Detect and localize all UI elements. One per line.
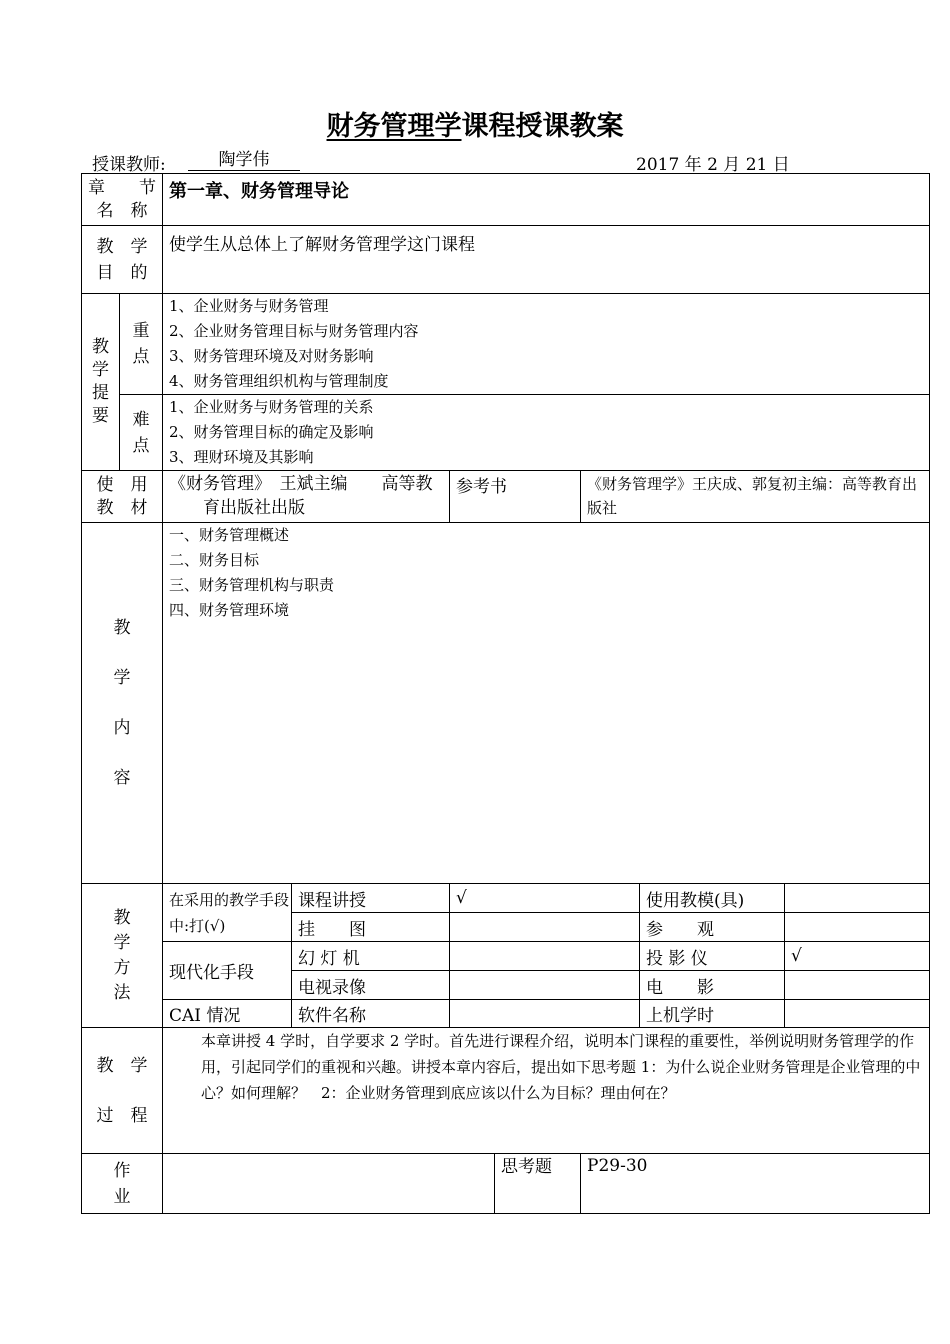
list-item: 1、企业财务与财务管理的关系	[169, 398, 374, 416]
teacher-name: 陶学伟	[188, 150, 300, 171]
list-item: 2、财务管理目标的确定及影响	[169, 423, 374, 441]
materials-row	[82, 471, 930, 523]
key-points-row	[82, 294, 930, 395]
process-label: 教 学 过 程	[82, 1028, 163, 1154]
method-film-mark	[785, 971, 930, 1000]
objective-row	[82, 226, 930, 294]
list-item: 三、财务管理机构与职责	[169, 576, 335, 594]
materials-label: 使 用 教 材	[82, 471, 163, 523]
method-lab-hours-mark	[785, 1000, 930, 1028]
process-text: 本章讲授 4 学时，自学要求 2 学时。首先进行课程介绍，说明本门课程的重要性，举例说明财务管理学的作用，引起同学们的重视和兴趣。讲授本章内容后，提出如下思考题 1：为什么说企业财务管理是企业管理的中心？如何理解？ 2：企业财务管理到底应该以什么为目标？理由何在？	[163, 1028, 930, 1154]
methods-row	[82, 884, 930, 913]
key-points-label: 重 点	[120, 294, 163, 395]
chapter-name: 第一章、财务管理导论	[163, 174, 930, 226]
method-lecture-mark: √	[450, 884, 640, 913]
difficulties-label: 难 点	[120, 395, 163, 471]
teacher-label: 授课教师:	[92, 155, 166, 175]
cai-label: CAI 情况	[163, 1000, 292, 1028]
content-label: 教 学 内 容	[82, 523, 163, 884]
method-charts-mark	[450, 913, 640, 942]
objective-text: 使学生从总体上了解财务管理学这门课程	[163, 226, 930, 294]
lesson-date: 2017 年 2 月 21 日	[636, 155, 790, 175]
method-models-mark	[785, 884, 930, 913]
chapter-label: 章 节 名 称	[82, 174, 163, 226]
modern-methods-label: 现代化手段	[163, 942, 292, 1000]
method-visit-mark	[785, 913, 930, 942]
method-models: 使用教模(具)	[640, 884, 785, 913]
homework-row	[82, 1154, 930, 1214]
process-row	[82, 1028, 930, 1154]
method-software: 软件名称	[292, 1000, 450, 1028]
objective-label: 教 学 目 的	[82, 226, 163, 294]
lesson-plan-table	[81, 173, 930, 1214]
list-item: 3、财务管理环境及对财务影响	[169, 347, 374, 365]
list-item: 一、财务管理概述	[169, 526, 290, 544]
list-item: 四、财务管理环境	[169, 601, 290, 619]
difficulties-list	[163, 395, 930, 471]
method-film: 电 影	[640, 971, 785, 1000]
textbook: 《财务管理》 王斌主编 高等教 育出版社出版	[163, 471, 450, 523]
difficulties-row	[82, 395, 930, 471]
method-slides: 幻 灯 机	[292, 942, 450, 971]
method-charts: 挂 图	[292, 913, 450, 942]
key-points-list	[163, 294, 930, 395]
page-title: 财务管理学课程授课教案	[326, 111, 624, 142]
chapter-row	[82, 174, 930, 226]
methods-label: 教 学 方 法	[82, 884, 163, 1028]
method-slides-mark	[450, 942, 640, 971]
content-row	[82, 523, 930, 884]
list-item: 二、财务目标	[169, 551, 260, 569]
method-software-mark	[450, 1000, 640, 1028]
method-visit: 参 观	[640, 913, 785, 942]
method-video: 电视录像	[292, 971, 450, 1000]
method-video-mark	[450, 971, 640, 1000]
reference-book: 《财务管理学》王庆成、郭复初主编：高等教育出版社	[581, 471, 930, 523]
list-item: 1、企业财务与财务管理	[169, 297, 329, 315]
think-label: 思考题	[495, 1154, 581, 1214]
content-list	[163, 523, 930, 884]
homework-value	[163, 1154, 495, 1214]
method-projector-mark: √	[785, 942, 930, 971]
reference-label: 参考书	[450, 471, 581, 523]
think-value: P29-30	[581, 1154, 930, 1214]
methods-row	[82, 942, 930, 971]
method-projector: 投 影 仪	[640, 942, 785, 971]
list-item: 3、理财环境及其影响	[169, 448, 314, 466]
homework-label: 作 业	[82, 1154, 163, 1214]
method-lab-hours: 上机学时	[640, 1000, 785, 1028]
method-select-label: 在采用的教学手段中:打(√)	[163, 884, 292, 942]
outline-label: 教 学 提 要	[82, 294, 120, 471]
methods-row	[82, 1000, 930, 1028]
list-item: 2、企业财务管理目标与财务管理内容	[169, 322, 419, 340]
method-lecture: 课程讲授	[292, 884, 450, 913]
list-item: 4、财务管理组织机构与管理制度	[169, 372, 389, 390]
